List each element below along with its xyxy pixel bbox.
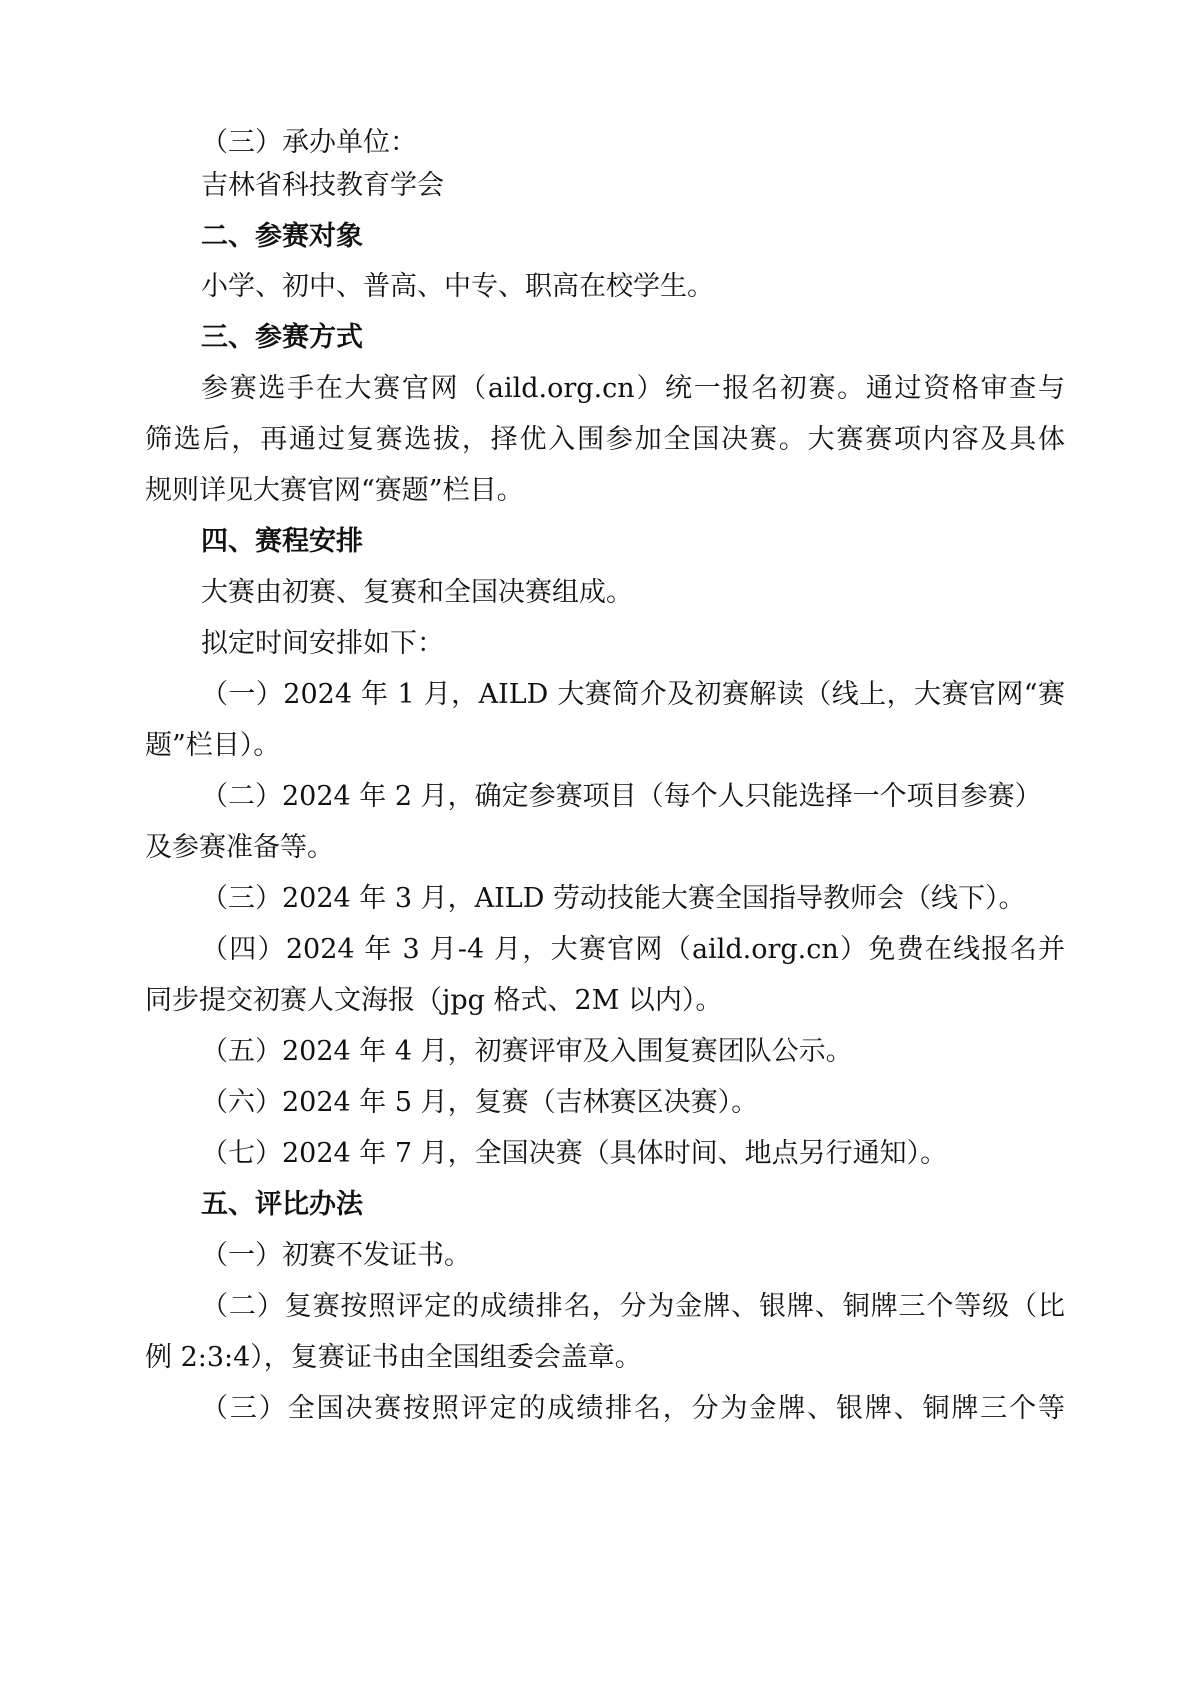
evaluation-item-3-line-1: （三）全国决赛按照评定的成绩排名，分为金牌、银牌、铜牌三个等	[201, 1393, 1065, 1424]
evaluation-item-2-line-2: 例 2:3:4），复赛证书由全国组委会盖章。	[145, 1342, 642, 1373]
evaluation-item-1: （一）初赛不发证书。	[201, 1240, 471, 1271]
schedule-item-1-line-1: （一）2024 年 1 月，AILD 大赛简介及初赛解读（线上，大赛官网“赛	[201, 679, 1065, 710]
subsection-organizer-heading: （三）承办单位：	[201, 127, 417, 158]
schedule-item-4-line-1: （四）2024 年 3 月-4 月，大赛官网（aild.org.cn）免费在线报名并	[201, 934, 1065, 965]
participants-text: 小学、初中、普高、中专、职高在校学生。	[201, 271, 714, 302]
method-paragraph-line-3: 规则详见大赛官网“赛题”栏目。	[145, 475, 524, 506]
schedule-item-6: （六）2024 年 5 月，复赛（吉林赛区决赛）。	[201, 1087, 759, 1118]
section-heading-evaluation: 五、评比办法	[201, 1189, 363, 1220]
organizer-name: 吉林省科技教育学会	[201, 170, 444, 201]
schedule-lead: 拟定时间安排如下：	[201, 628, 444, 659]
schedule-item-2-line-2: 及参赛准备等。	[145, 832, 334, 863]
method-paragraph-line-2: 筛选后，再通过复赛选拔，择优入围参加全国决赛。大赛赛项内容及具体	[145, 424, 1065, 455]
schedule-item-5: （五）2024 年 4 月，初赛评审及入围复赛团队公示。	[201, 1036, 853, 1067]
schedule-item-3: （三）2024 年 3 月，AILD 劳动技能大赛全国指导教师会（线下）。	[201, 883, 1026, 914]
schedule-item-4-line-2: 同步提交初赛人文海报（jpg 格式、2M 以内）。	[145, 985, 723, 1016]
section-heading-schedule: 四、赛程安排	[201, 526, 363, 557]
section-heading-participants: 二、参赛对象	[201, 221, 363, 252]
schedule-item-1-line-2: 题”栏目）。	[145, 730, 281, 761]
schedule-intro: 大赛由初赛、复赛和全国决赛组成。	[201, 577, 633, 608]
evaluation-item-2-line-1: （二）复赛按照评定的成绩排名，分为金牌、银牌、铜牌三个等级（比	[201, 1291, 1065, 1322]
section-heading-method: 三、参赛方式	[201, 322, 363, 353]
schedule-item-7: （七）2024 年 7 月，全国决赛（具体时间、地点另行通知）。	[201, 1138, 948, 1169]
schedule-item-2-line-1: （二）2024 年 2 月，确定参赛项目（每个人只能选择一个项目参赛）	[201, 781, 1042, 812]
method-paragraph-line-1: 参赛选手在大赛官网（aild.org.cn）统一报名初赛。通过资格审查与	[201, 373, 1065, 404]
